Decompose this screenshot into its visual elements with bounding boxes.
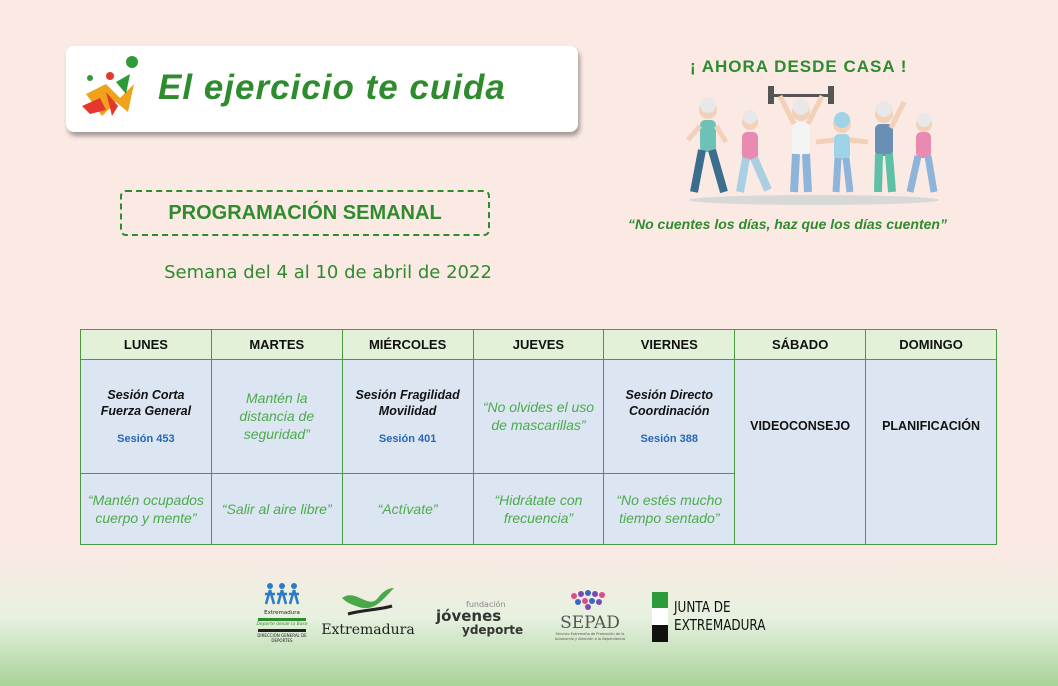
logo-banner — [66, 46, 578, 132]
tip-text: “Hidrátate con frecuencia” — [494, 491, 583, 526]
logo5-line2: EXTREMADURA — [674, 616, 766, 634]
logo5-line1: JUNTA DE — [674, 598, 731, 616]
sabado-activity: VIDEOCONSEJO — [750, 419, 851, 433]
day-header-jueves: JUEVES — [473, 330, 604, 360]
logo-junta-extremadura — [652, 592, 782, 642]
runner-logo-icon — [76, 54, 146, 124]
schedule-row-1 — [81, 360, 997, 474]
tip-text: “No olvides el uso de mascarillas” — [482, 399, 595, 434]
cell-martes-tip — [211, 360, 342, 474]
day-header-sabado: SÁBADO — [735, 330, 866, 360]
cell-martes-tip-2 — [211, 473, 342, 544]
tip-text: “Salir al aire libre” — [221, 500, 332, 517]
senior-figure-icon — [688, 97, 726, 192]
domingo-activity: PLANIFICACIÓN — [882, 419, 980, 433]
day-header-domingo: DOMINGO — [866, 330, 997, 360]
session-number: Sesión 388 — [640, 433, 699, 446]
session-title: Sesión Corta Fuerza General — [100, 388, 192, 419]
tip-text: “No estés mucho tiempo sentado” — [616, 491, 723, 526]
sepad-dots-icon — [568, 590, 612, 610]
logo-extremadura — [320, 584, 416, 648]
cell-jueves-tip — [473, 360, 604, 474]
logo-direccion-deportes — [256, 582, 308, 650]
cell-viernes-session — [604, 360, 735, 474]
cell-sabado — [735, 360, 866, 545]
week-range — [0, 262, 1058, 283]
logo-sepad — [550, 590, 630, 646]
tip-text: “Mantén ocupados cuerpo y mente” — [87, 491, 204, 526]
day-header-miercoles: MIÉRCOLES — [342, 330, 473, 360]
tip-text: Mantén la distancia de seguridad” — [239, 390, 315, 443]
motivational-quote: “No cuentes los días, haz que los días cuenten” — [628, 216, 947, 232]
cell-miercoles-tip — [342, 473, 473, 544]
cell-jueves-tip-2 — [473, 473, 604, 544]
sponsor-logos — [250, 580, 790, 650]
logo-fundacion-jovenes — [436, 600, 534, 640]
cell-domingo — [866, 360, 997, 545]
cell-lunes-session — [81, 360, 212, 474]
logo4-sub: Servicio Extremeño de Promoción de la Autonomía y Atención a la Dependencia — [554, 632, 626, 641]
program-label: PROGRAMACIÓN SEMANAL — [168, 202, 442, 224]
logo3-sub: ydeporte — [462, 623, 524, 637]
session-number: Sesión 453 — [117, 433, 175, 446]
junta-flag-icon — [652, 592, 668, 642]
logo4-text: SEPAD — [560, 613, 620, 633]
seniors-exercising-illustration — [684, 84, 944, 208]
day-header-martes: MARTES — [211, 330, 342, 360]
extremadura-leaf-icon — [338, 584, 398, 618]
week-range-text: Semana del 4 al 10 de abril de 2022 — [164, 262, 492, 283]
tip-text: “Actívate” — [377, 500, 438, 517]
weekly-schedule-table — [80, 329, 997, 545]
cell-lunes-tip — [81, 473, 212, 544]
logo1-top: Extremadura — [264, 610, 300, 616]
logo3-main: jóvenes — [436, 607, 502, 625]
logo3-top: fundación — [466, 600, 506, 609]
session-title: Sesión Fragilidad Movilidad — [355, 388, 460, 419]
people-figures-icon — [262, 582, 302, 606]
day-header-viernes: VIERNES — [604, 330, 735, 360]
cell-viernes-tip — [604, 473, 735, 544]
day-header-row — [81, 330, 997, 360]
program-label-box — [120, 190, 490, 236]
logo1-bottom: DIRECCIÓN GENERAL DE DEPORTES — [257, 633, 307, 643]
day-header-lunes: LUNES — [81, 330, 212, 360]
logo1-sub: Deporte desde la Base — [256, 622, 308, 627]
cell-miercoles-session — [342, 360, 473, 474]
logo2-text: Extremadura — [321, 622, 415, 638]
session-number: Sesión 401 — [378, 433, 437, 446]
session-title: Sesión Directo Coordinación — [625, 388, 714, 419]
ahora-heading: ¡ AHORA DESDE CASA ! — [690, 57, 908, 76]
logo-title: El ejercicio te cuida — [158, 68, 506, 107]
